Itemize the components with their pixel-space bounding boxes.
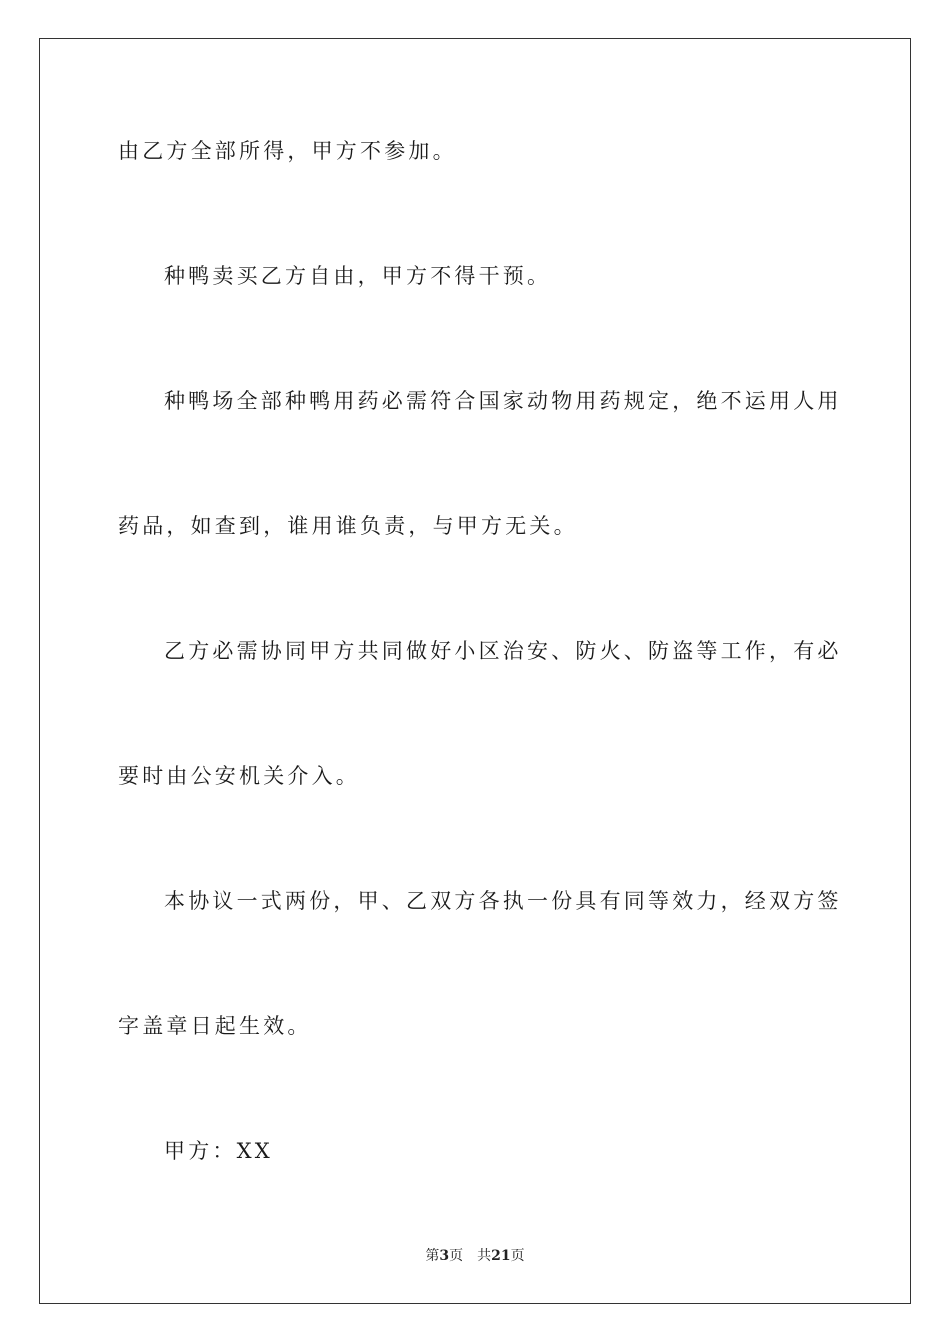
body-text-line: 乙方必需协同甲方共同做好小区治安、防火、防盗等工作，有必	[164, 639, 842, 663]
page-number: 3	[439, 1248, 450, 1264]
body-text-line: 药品，如查到，谁用谁负责，与甲方无关。	[118, 514, 578, 538]
page-total: 21	[491, 1248, 511, 1264]
body-text-line: 种鸭场全部种鸭用药必需符合国家动物用药规定，绝不运用人用	[164, 389, 842, 413]
page-suffix: 页	[449, 1248, 464, 1264]
total-suffix: 页	[510, 1248, 525, 1264]
body-text-line: 种鸭卖买乙方自由，甲方不得干预。	[164, 264, 552, 288]
body-text-line: 由乙方全部所得，甲方不参加。	[118, 139, 457, 163]
page-footer	[0, 1246, 950, 1266]
body-text-line: 字盖章日起生效。	[118, 1014, 312, 1038]
body-text-line: 本协议一式两份，甲、乙双方各执一份具有同等效力，经双方签	[164, 889, 842, 913]
body-text-line: 要时由公安机关介入。	[118, 764, 360, 788]
party-a-line: 甲方：XX	[164, 1139, 273, 1163]
page-prefix: 第	[425, 1248, 440, 1264]
total-prefix: 共	[477, 1248, 492, 1264]
page-border	[39, 38, 911, 1304]
